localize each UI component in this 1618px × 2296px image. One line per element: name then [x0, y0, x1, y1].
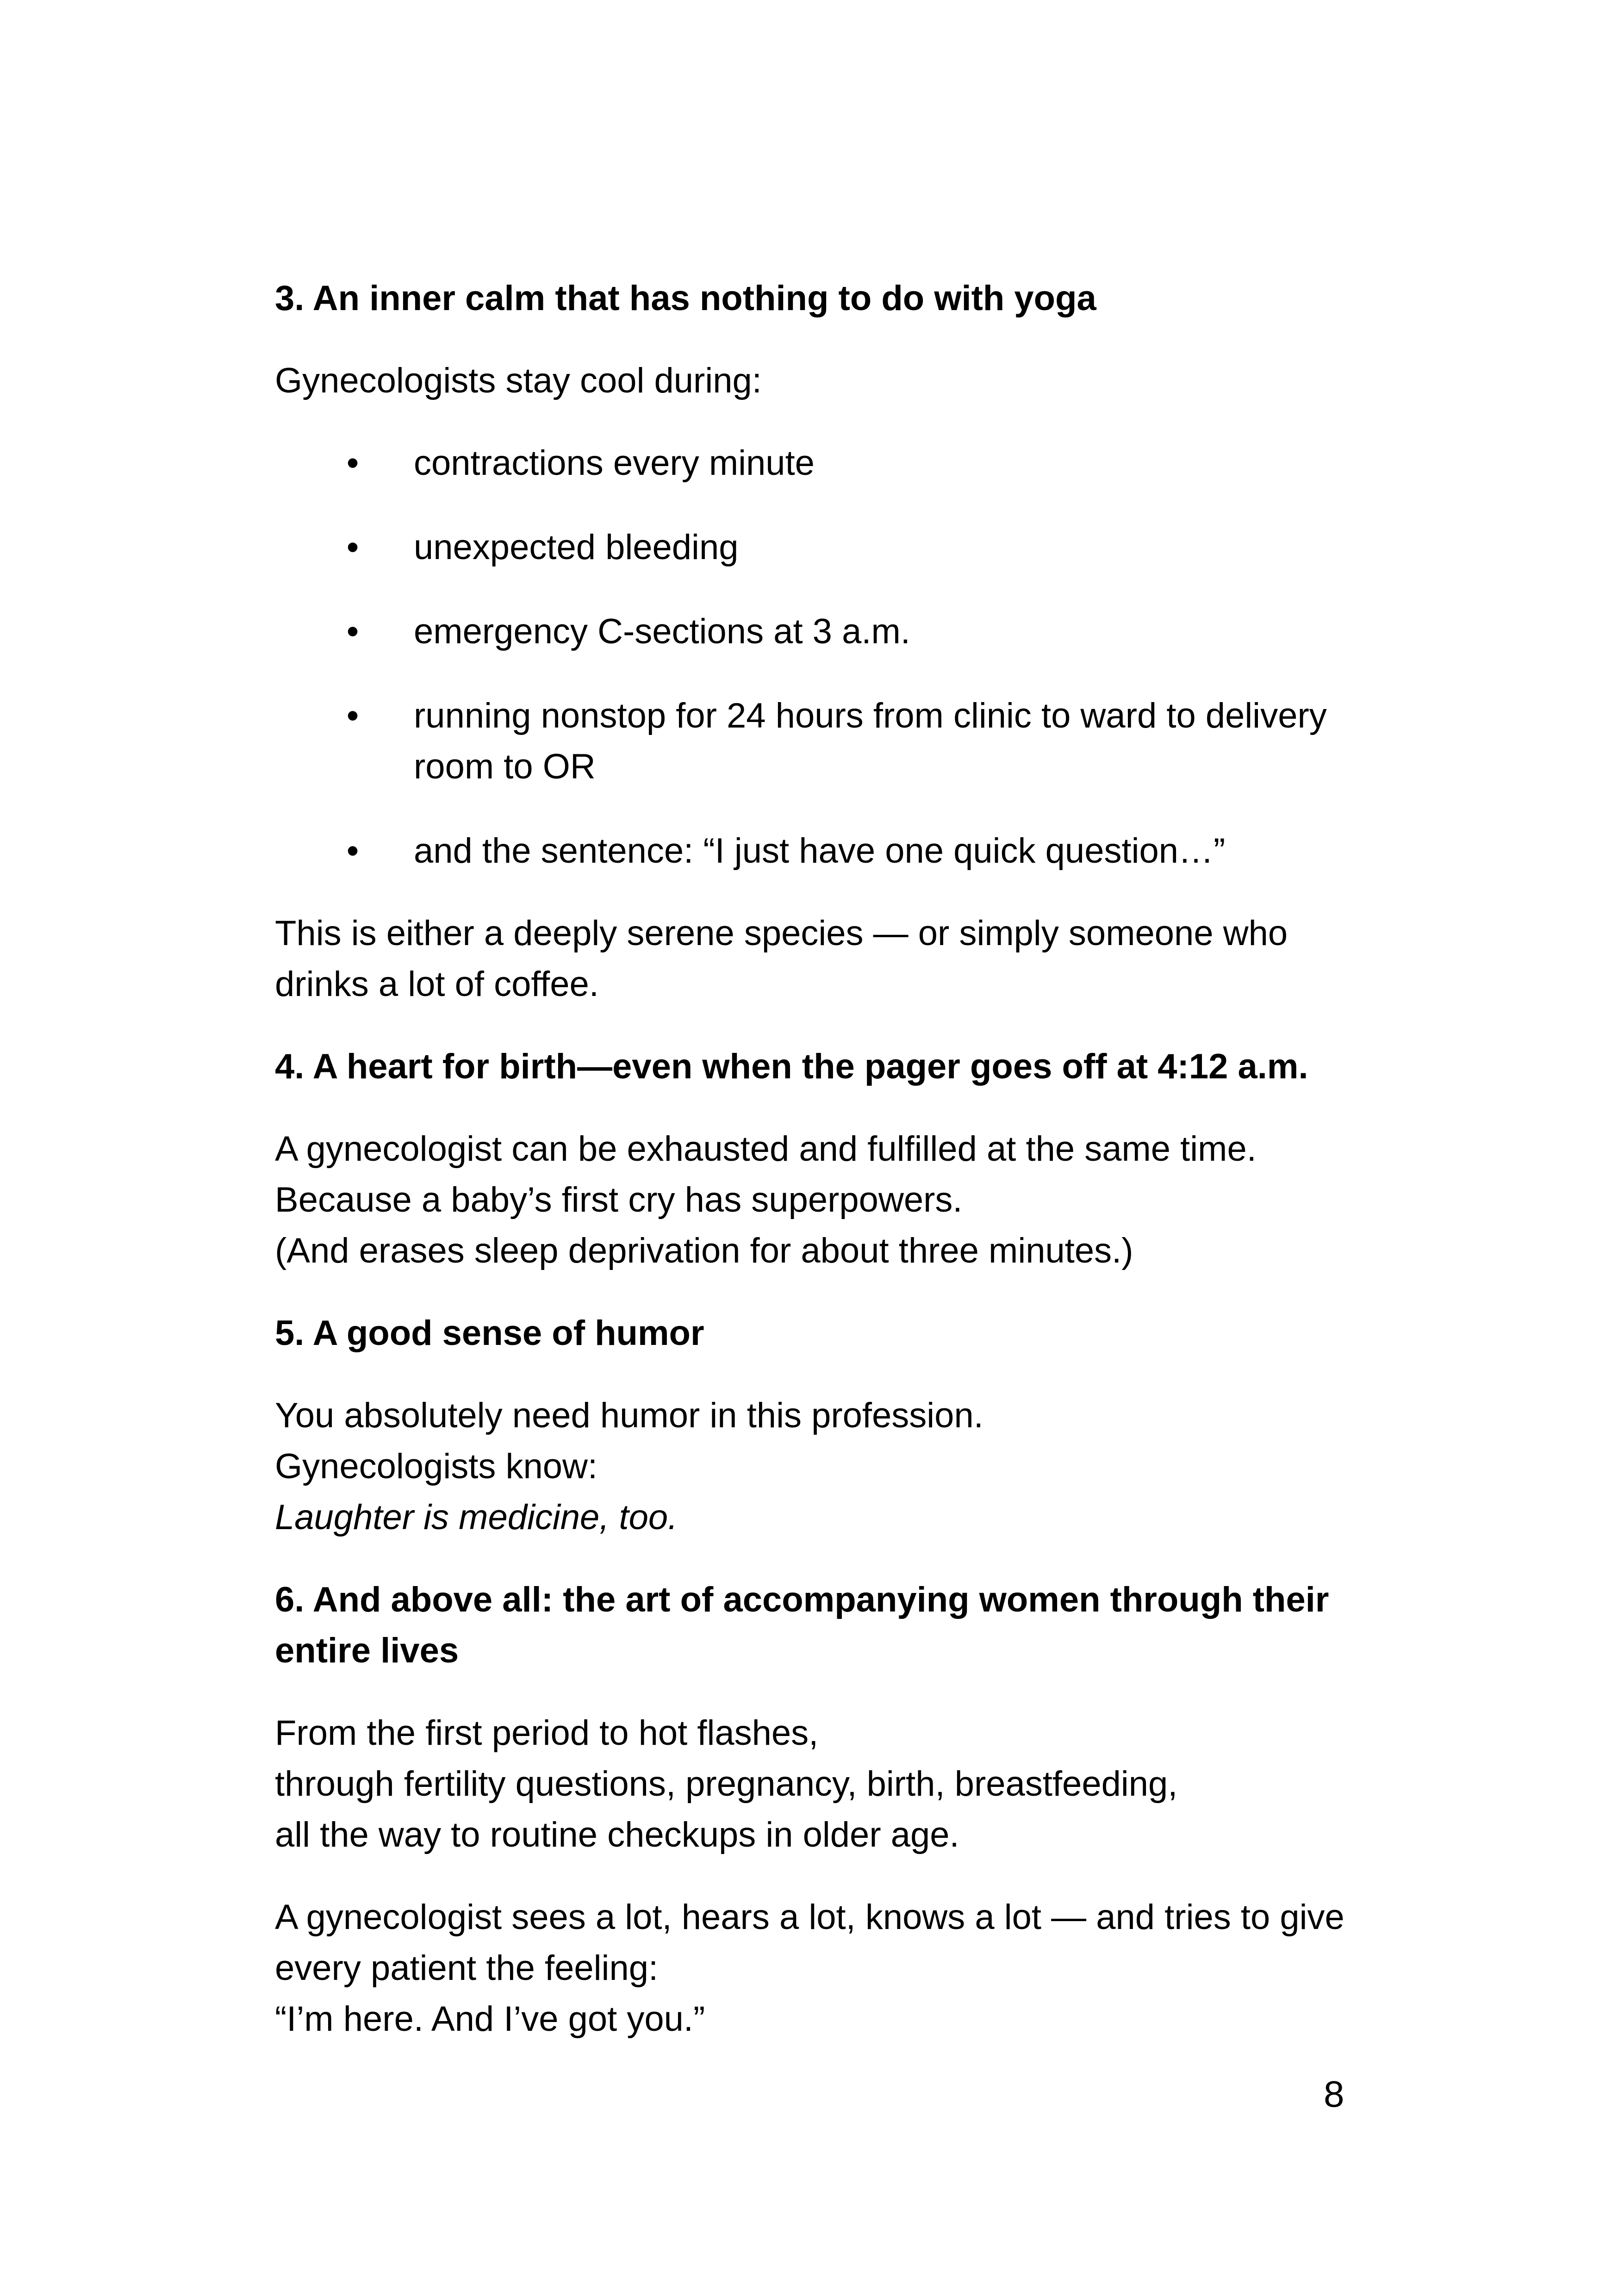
bullet-icon: • [346, 528, 359, 567]
document-page [275, 273, 1376, 2076]
list-item [275, 522, 1376, 573]
section-3-closing: This is either a deeply serene species — or simply someone who drinks a lot of coffee. [275, 914, 1288, 1004]
section-4-paragraph [275, 1124, 1376, 1276]
bullet-icon: • [346, 831, 359, 871]
paragraph-line: A gynecologist can be exhausted and fulfilled at the same time. [275, 1129, 1257, 1169]
section-3-bullet-list [275, 438, 1376, 877]
list-item-text: running nonstop for 24 hours from clinic to ward to delivery room to OR [414, 696, 1327, 786]
paragraph-line: through fertility questions, pregnancy, birth, breastfeeding, [275, 1764, 1178, 1804]
section-6-paragraph-1 [275, 1708, 1376, 1860]
paragraph-line: A gynecologist sees a lot, hears a lot, knows a lot — and tries to give every patient the feeling: [275, 1898, 1344, 1988]
italic-quote-line: Laughter is medicine, too. [275, 1498, 678, 1537]
section-6-paragraph-2 [275, 1892, 1376, 2045]
list-item-text: unexpected bleeding [414, 528, 739, 567]
paragraph-line: You absolutely need humor in this profession. [275, 1396, 983, 1435]
section-5-paragraph [275, 1390, 1376, 1543]
section-heading-4: 4. A heart for birth—even when the pager goes off at 4:12 a.m. [275, 1047, 1308, 1086]
list-item-text: and the sentence: “I just have one quick question…” [414, 831, 1226, 871]
bullet-icon: • [346, 443, 359, 483]
bullet-icon: • [346, 612, 359, 651]
section-heading-6: 6. And above all: the art of accompanying women through their entire lives [275, 1580, 1329, 1670]
list-item-text: contractions every minute [414, 443, 815, 483]
paragraph-line: From the first period to hot flashes, [275, 1713, 819, 1753]
paragraph-line: (And erases sleep deprivation for about three minutes.) [275, 1231, 1133, 1270]
section-heading-3: 3. An inner calm that has nothing to do with yoga [275, 279, 1096, 318]
list-item [275, 438, 1376, 489]
bullet-icon: • [346, 696, 359, 735]
list-item [275, 826, 1376, 877]
paragraph-line: “I’m here. And I’ve got you.” [275, 1999, 705, 2039]
section-3-intro: Gynecologists stay cool during: [275, 361, 762, 400]
paragraph-line: Gynecologists know: [275, 1447, 597, 1486]
list-item [275, 691, 1376, 792]
paragraph-line: Because a baby’s first cry has superpowers. [275, 1180, 963, 1220]
paragraph-line: all the way to routine checkups in older age. [275, 1815, 959, 1854]
list-item [275, 606, 1376, 657]
section-heading-5: 5. A good sense of humor [275, 1313, 704, 1353]
page-number: 8 [1324, 2073, 1344, 2115]
list-item-text: emergency C-sections at 3 a.m. [414, 612, 910, 651]
